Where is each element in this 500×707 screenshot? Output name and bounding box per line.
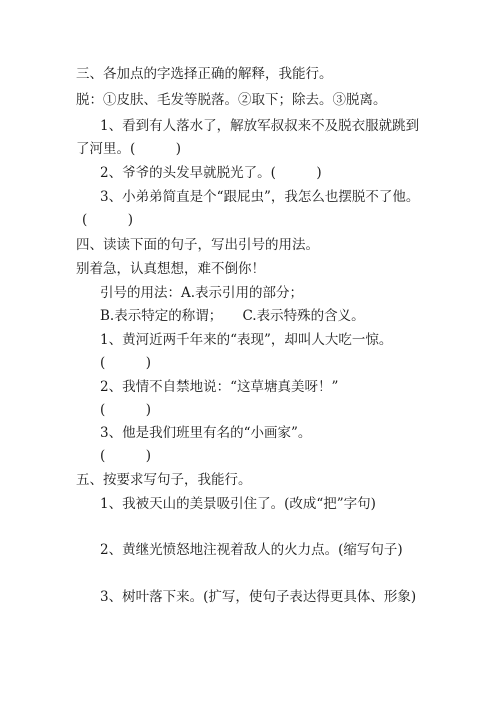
section4-question3-blank: ( ): [100, 448, 152, 464]
section4-usage-options-bc: B.表示特定的称谓； C.表示特殊的含义。: [100, 308, 365, 324]
section5-heading: 五、按要求写句子，我能行。: [76, 472, 252, 488]
section4-heading: 四、读读下面的句子，写出引号的用法。: [76, 237, 319, 253]
section3-question2: 2、爷爷的头发早就脱光了。( ): [100, 165, 322, 181]
section5-question3: 3、树叶落下来。(扩写，使句子表达得更具体、形象): [100, 589, 417, 605]
section3-question3-line1: 3、小弟弟简直是个“跟屁虫”，我怎么也摆脱不了他。: [100, 189, 420, 205]
section3-question1-line1: 1、看到有人落水了，解放军叔叔来不及脱衣服就跳到: [100, 118, 420, 134]
section3-question3-blank: ( ): [82, 212, 134, 228]
section5-question1: 1、我被天山的美景吸引住了。(改成“把”字句): [100, 496, 376, 512]
section4-question2: 2、我情不自禁地说：“这草塘真美呀！”: [100, 379, 339, 395]
section4-question2-blank: ( ): [100, 402, 152, 418]
section4-usage-option-a: 引号的用法：A.表示引用的部分；: [100, 285, 304, 301]
section3-definition: 脱：①皮肤、毛发等脱落。②取下；除去。③脱离。: [76, 92, 387, 108]
section3-heading: 三、各加点的字选择正确的解释，我能行。: [76, 66, 333, 82]
section5-question2: 2、黄继光愤怒地注视着敌人的火力点。(缩写句子): [100, 542, 403, 558]
section4-question1: 1、黄河近两千年来的“表现”，却叫人大吃一惊。: [100, 332, 393, 348]
section3-question1-line2: 了河里。( ): [76, 141, 182, 157]
section4-encouragement: 别着急，认真想想，难不倒你！: [76, 261, 265, 277]
section4-question3: 3、他是我们班里有名的“小画家”。: [100, 425, 312, 441]
section4-question1-blank: ( ): [100, 355, 152, 371]
